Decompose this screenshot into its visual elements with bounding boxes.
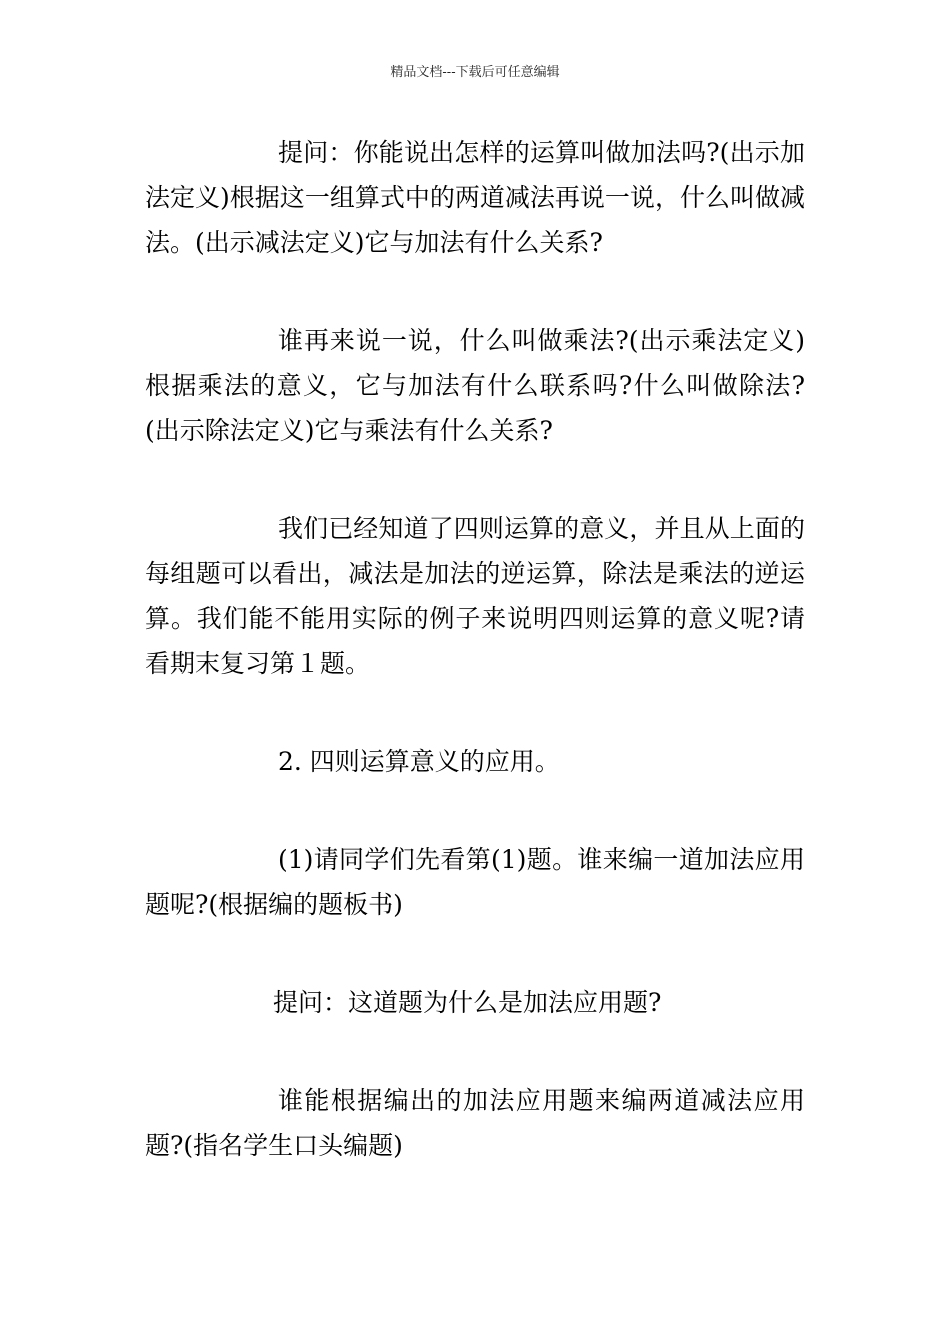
page-header: 精品文档---下载后可任意编辑 xyxy=(390,65,560,80)
paragraph-inverse-operations: 我们已经知道了四则运算的意义，并且从上面的每组题可以看出，减法是加法的逆运算，除法是乘法的逆运算。我们能不能用实际的例子来说明四则运算的意义呢?请看期末复习第１题。 xyxy=(145,514,805,678)
paragraph-question-addition-subtraction: 提问：你能说出怎样的运算叫做加法吗?(出示加法定义)根据这一组算式中的两道减法再说一说，什么叫做减法。(出示减法定义)它与加法有什么关系? xyxy=(145,138,805,257)
paragraph-subtraction-problems: 谁能根据编出的加法应用题来编两道减法应用题?(指名学生口头编题) xyxy=(145,1086,805,1160)
paragraph-question-multiplication-division: 谁再来说一说，什么叫做乘法?(出示乘法定义)根据乘法的意义，它与加法有什么联系吗?什么叫做除法?(出示除法定义)它与乘法有什么关系? xyxy=(145,326,805,445)
section-heading-application: 2. 四则运算意义的应用。 xyxy=(278,747,560,776)
document-body xyxy=(145,130,805,1168)
paragraph-why-addition: 提问：这道题为什么是加法应用题? xyxy=(273,988,662,1017)
paragraph-exercise-1: (1)请同学们先看第(1)题。谁来编一道加法应用题呢?(根据编的题板书) xyxy=(145,845,805,919)
